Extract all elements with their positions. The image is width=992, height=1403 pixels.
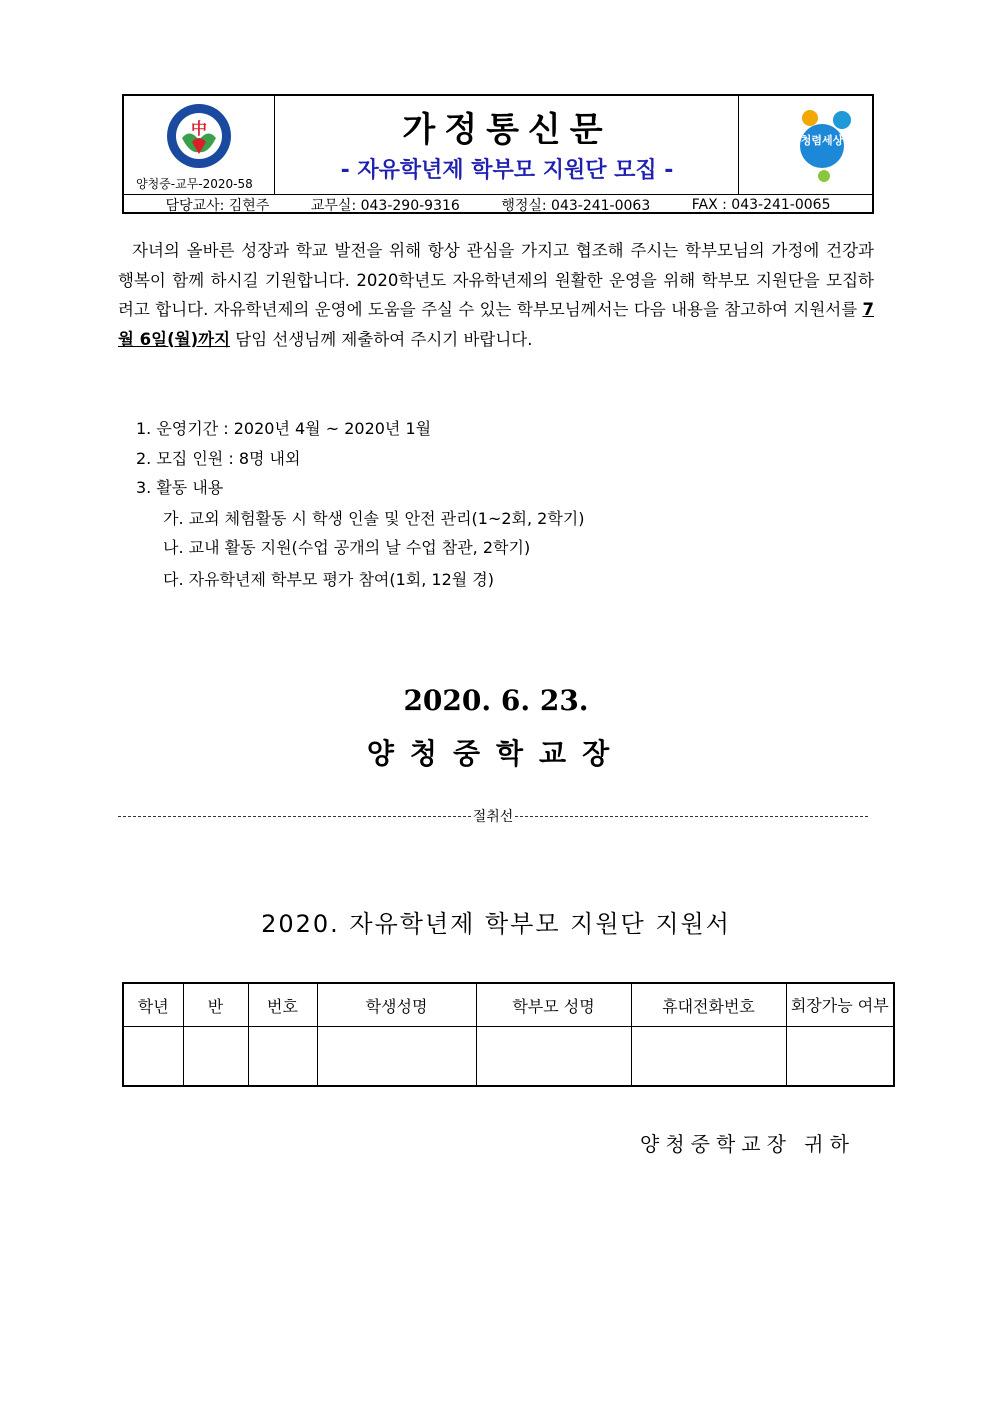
logo-cell	[124, 96, 274, 194]
integrity-emblem	[740, 96, 874, 194]
application-table	[122, 982, 895, 1087]
emblem-cell	[740, 96, 874, 194]
deadline: 7월 6일(월)까지	[118, 300, 874, 349]
header-box	[122, 94, 874, 214]
table-header-row	[123, 983, 894, 1027]
page-subtitle: - 자유학년제 학부모 지원단 모집 -	[340, 158, 674, 183]
school-logo	[124, 98, 274, 178]
emblem-text: 청렴세상	[800, 134, 844, 147]
page-title: 가정통신문	[402, 110, 612, 150]
column-header-grade: 학년	[123, 983, 183, 1027]
phone-cell[interactable]	[631, 1027, 786, 1087]
list-item: 1. 운영기간 : 2020년 4월 ~ 2020년 1월	[136, 419, 432, 438]
column-header-phone: 휴대전화번호	[631, 983, 786, 1027]
issue-date: 2020. 6. 23.	[403, 684, 589, 717]
parent-name-cell[interactable]	[476, 1027, 631, 1087]
closing-addressee: 양청중학교장 귀하	[640, 1132, 855, 1156]
cut-line	[118, 806, 868, 826]
cut-line-label: 절취선	[472, 809, 514, 825]
document-code: 양청중-교무-2020-58	[136, 177, 253, 191]
office-phone: 교무실: 043-290-9316	[310, 197, 460, 214]
number-cell[interactable]	[248, 1027, 317, 1087]
column-header-class: 반	[183, 983, 248, 1027]
title-cell	[276, 96, 738, 194]
intro-text-after: 담임 선생님께 제출하여 주시기 바랍니다.	[230, 329, 533, 349]
class-cell[interactable]	[183, 1027, 248, 1087]
principal-signature: 양청중학교장	[366, 737, 626, 770]
fax-number: FAX : 043-241-0065	[691, 196, 831, 213]
column-header-student-name: 학생성명	[317, 983, 476, 1027]
sub-list-item: 가. 교외 체험활동 시 학생 인솔 및 안전 관리(1~2회, 2학기)	[163, 509, 585, 528]
student-name-cell[interactable]	[317, 1027, 476, 1087]
admin-phone: 행정실: 043-241-0063	[501, 197, 651, 214]
intro-paragraph	[118, 236, 874, 354]
grade-cell[interactable]	[123, 1027, 183, 1087]
contact-bar	[124, 195, 872, 214]
sub-list-item: 나. 교내 활동 지원(수업 공개의 날 수업 참관, 2학기)	[163, 538, 531, 557]
list-item: 2. 모집 인원 : 8명 내외	[136, 449, 301, 468]
teacher-contact: 담당교사: 김현주	[165, 197, 270, 214]
column-header-parent-name: 학부모 성명	[476, 983, 631, 1027]
table-row	[123, 1027, 894, 1087]
list-item: 3. 활동 내용	[136, 478, 224, 497]
logo-glyph: 中	[190, 119, 208, 138]
sub-list-item: 다. 자유학년제 학부모 평가 참여(1회, 12월 경)	[163, 570, 495, 589]
form-title: 2020. 자유학년제 학부모 지원단 지원서	[261, 910, 731, 938]
column-header-number: 번호	[248, 983, 317, 1027]
intro-text-before: 자녀의 올바른 성장과 학교 발전을 위해 항상 관심을 가지고 협조해 주시는 학부모님의 가정에 건강과 행복이 함께 하시길 기원합니다. 2020학년도 자유학년제의 원활한 운영을 위해 학부모 지원단을 모집하려고 합니다. 자유학년제의 운영에 도움을 주실 수 있는 학부모님께서는 다음 내용을 참고하여 지원서를	[118, 241, 874, 319]
column-header-chair-availability: 회장가능 여부	[786, 983, 894, 1027]
chair-availability-cell[interactable]	[786, 1027, 894, 1087]
